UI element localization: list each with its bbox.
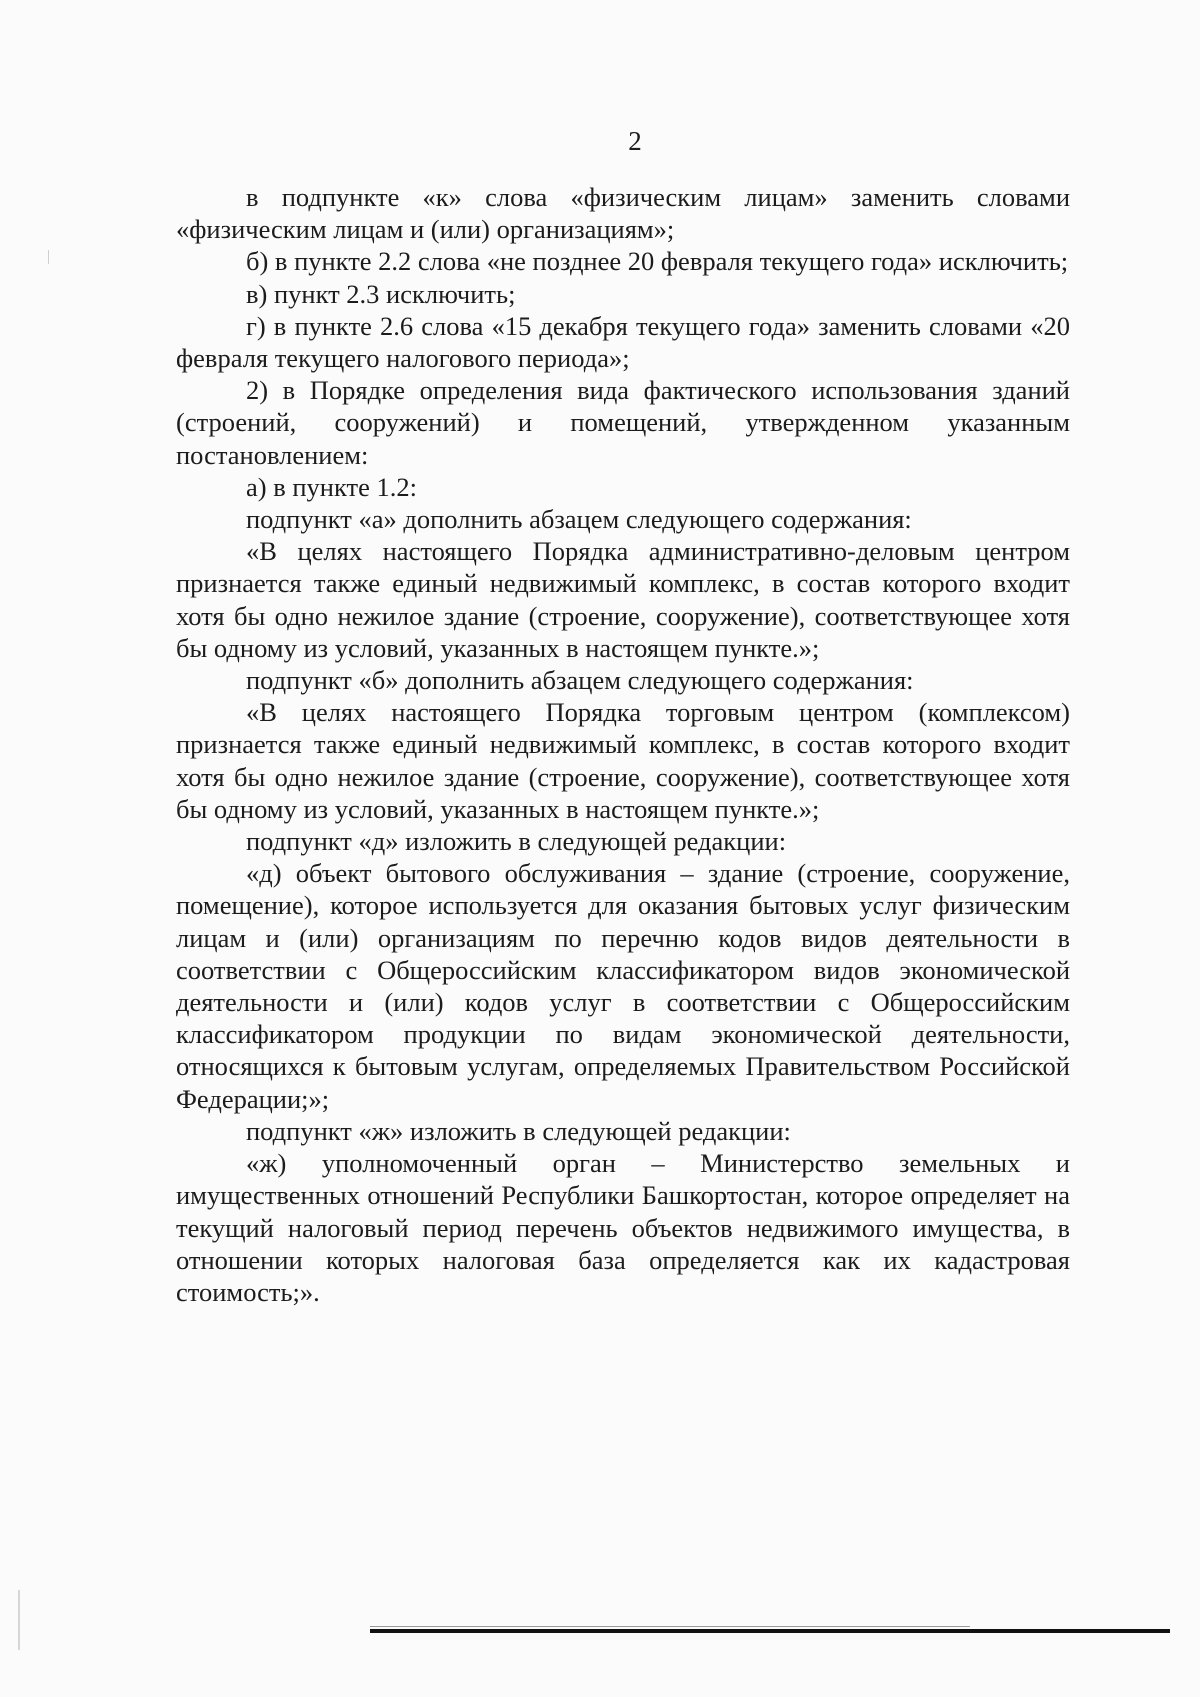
paragraph: «В целях настоящего Порядка торговым центром (комплексом) признается также единый недвижимый комплекс, в состав которого входит хотя бы одно нежилое здание (строение, сооружение), соответствующее хотя бы одному из условий, указанных в настоящем пункте.»; — [176, 697, 1070, 824]
paragraph: 2) в Порядке определения вида фактического использования зданий (строений, сооружений) и помещений, утвержденном указанным постановлением: — [176, 375, 1070, 470]
paragraph: б) в пункте 2.2 слова «не позднее 20 февраля текущего года» исключить; — [246, 246, 1069, 277]
paragraph: в) пункт 2.3 исключить; — [246, 278, 516, 309]
paragraph: «В целях настоящего Порядка административно-деловым центром признается также единый недвижимый комплекс, в состав которого входит хотя бы одно нежилое здание (строение, сооружение), соответствующее хотя бы одному из условий, указанных в настоящем пункте.»; — [176, 536, 1070, 663]
paragraph: «д) объект бытового обслуживания – здание (строение, сооружение, помещение), которое используется для оказания бытовых услуг физическим лицам и (или) организациям по перечню кодов видов деятельности в соответствии с Общероссийским классификатором видов экономической деятельности и (или) кодов услуг в соответствии с Общероссийским классификатором продукции по видам экономической деятельности, относящихся к бытовым услугам, определяемых Правительством Российской Федерации;»; — [176, 858, 1070, 1114]
scan-edge-line — [370, 1629, 1170, 1633]
scan-margin-mark — [48, 250, 49, 264]
paragraph: г) в пункте 2.6 слова «15 декабря текущего года» заменить словами «20 февраля текущего налогового периода»; — [176, 310, 1070, 374]
paragraph: а) в пункте 1.2: — [246, 471, 417, 502]
paragraph: подпункт «а» дополнить абзацем следующего содержания: — [246, 504, 912, 535]
paragraph: в подпункте «к» слова «физическим лицам» заменить словами «физическим лицам и (или) организациям»; — [176, 182, 1070, 245]
paragraph: подпункт «б» дополнить абзацем следующего содержания: — [246, 665, 914, 696]
paragraph: подпункт «ж» изложить в следующей редакции: — [246, 1115, 791, 1146]
document-body — [176, 181, 1070, 1308]
paragraph: подпункт «д» изложить в следующей редакции: — [246, 826, 787, 857]
paragraph: «ж) уполномоченный орган – Министерство земельных и имущественных отношений Республики Башкортостан, которое определяет на текущий налоговый период перечень объектов недвижимого имущества, в отношении которых налоговая база определяется как их кадастровая стоимость;». — [176, 1148, 1070, 1307]
scan-margin-mark — [18, 1590, 20, 1650]
page-number: 2 — [628, 126, 642, 156]
scan-edge-line-thin — [370, 1626, 970, 1627]
